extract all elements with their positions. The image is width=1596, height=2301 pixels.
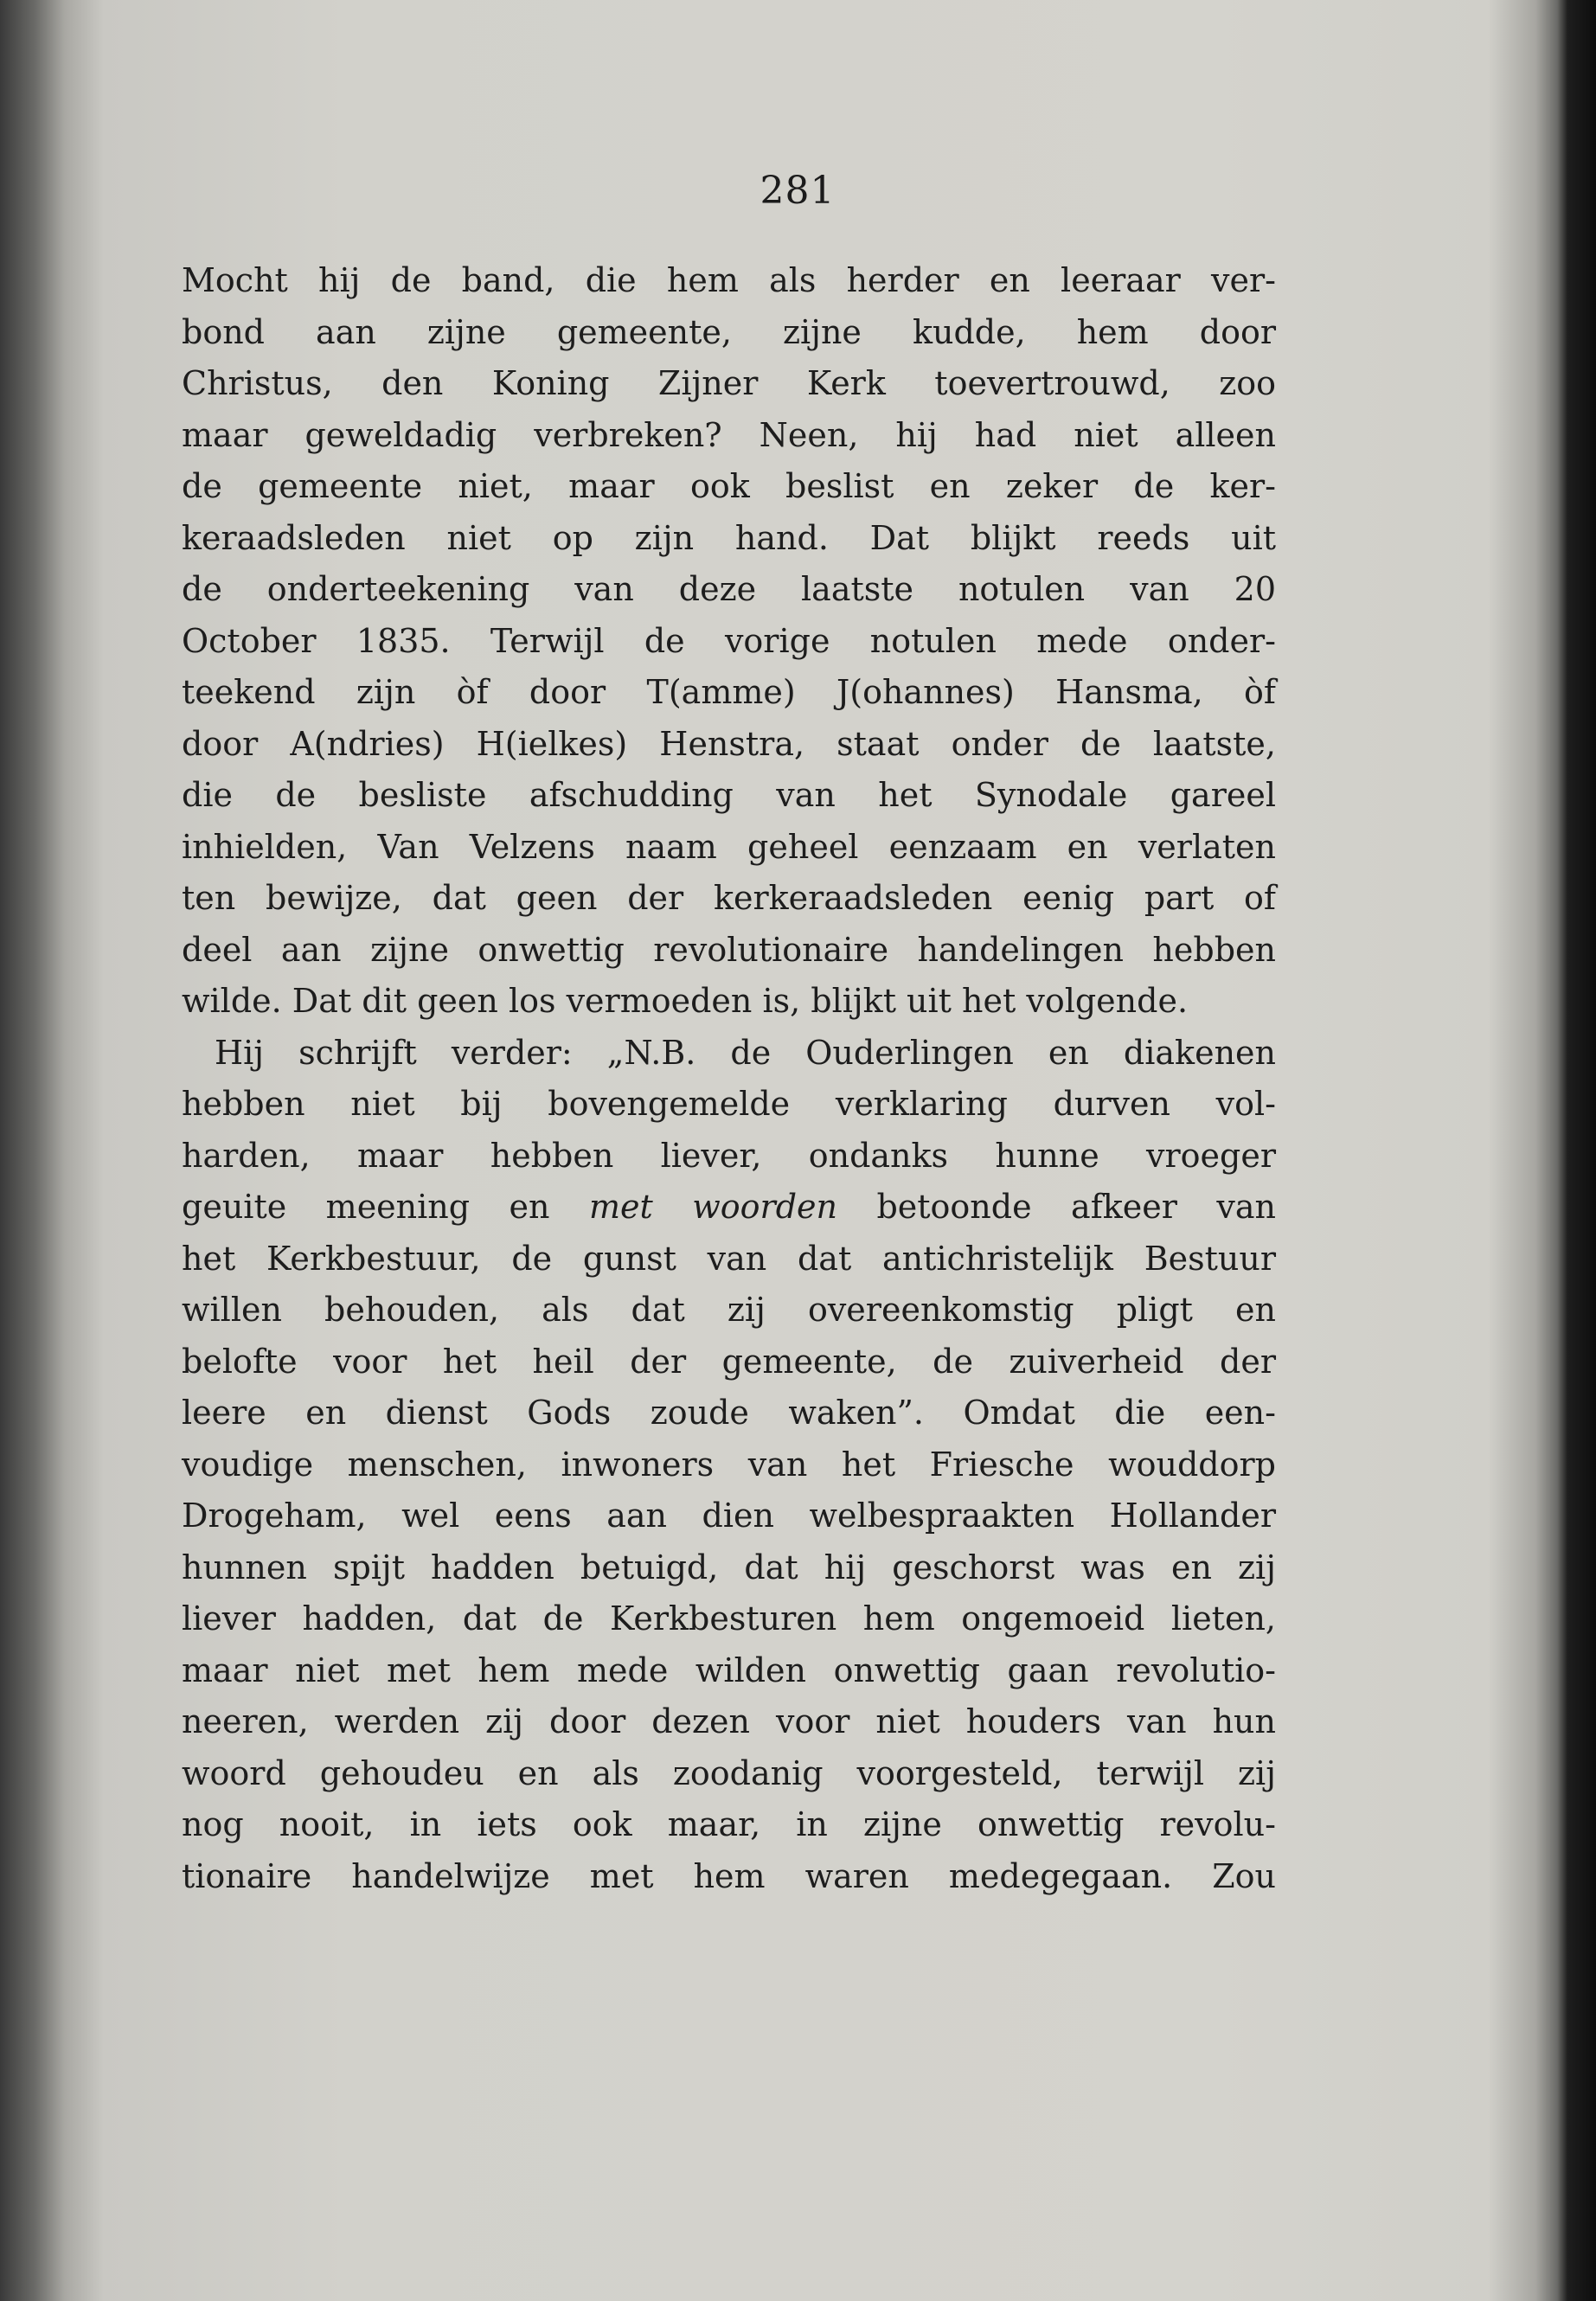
text-line: leere en dienst Gods zoude waken”. Omdat die een-	[182, 1394, 1276, 1432]
text-line: tionaire handelwijze met hem waren medegegaan. Zou	[182, 1856, 1276, 1895]
text-line-with-emphasis	[182, 1182, 1276, 1234]
body-text	[182, 255, 1276, 1902]
page-number: 281	[760, 169, 836, 213]
text-line: Drogeham, wel eens aan dien welbespraakten Hollander	[182, 1497, 1276, 1535]
text-line-paragraph-start: Hij schrijft verder: „N.B. de Ouderlingen en diakenen	[215, 1033, 1276, 1072]
text-line: Christus, den Koning Zijner Kerk toevertrouwd, zoo	[182, 364, 1276, 402]
text-line: die de besliste afschudding van het Synodale gareel	[182, 776, 1276, 814]
text-line: hunnen spijt hadden betuigd, dat hij geschorst was en zij	[182, 1548, 1276, 1586]
text-line: nog nooit, in iets ook maar, in zijne onwettig revolu-	[182, 1805, 1276, 1843]
text-line: belofte voor het heil der gemeente, de zuiverheid der	[182, 1342, 1276, 1381]
text-line: door A(ndries) H(ielkes) Henstra, staat onder de laatste,	[182, 724, 1276, 763]
text-line: teekend zijn òf door T(amme) J(ohannes) Hansma, òf	[182, 673, 1276, 711]
text-line: October 1835. Terwijl de vorige notulen mede onder-	[182, 621, 1276, 660]
italic-emphasis: met woorden	[589, 1188, 837, 1226]
text-line: inhielden, Van Velzens naam geheel eenzaam en verlaten	[182, 827, 1276, 866]
book-page	[54, 0, 1542, 2301]
text-line: woord gehoudeu en als zoodanig voorgesteld, terwijl zij	[182, 1753, 1276, 1792]
text-fragment: betoonde afkeer van	[837, 1188, 1277, 1226]
text-line: de gemeente niet, maar ook beslist en zeker de ker-	[182, 467, 1276, 505]
text-line: hebben niet bij bovengemelde verklaring durven vol-	[182, 1085, 1276, 1123]
text-line: maar niet met hem mede wilden onwettig gaan revolutio-	[182, 1650, 1276, 1689]
text-line: harden, maar hebben liever, ondanks hunne vroeger	[182, 1136, 1276, 1175]
text-line: deel aan zijne onwettig revolutionaire handelingen hebben	[182, 930, 1276, 969]
text-line: neeren, werden zij door dezen voor niet houders van hun	[182, 1702, 1276, 1740]
text-line: liever hadden, dat de Kerkbesturen hem ongemoeid lieten,	[182, 1599, 1276, 1638]
text-line: de onderteekening van deze laatste notulen van 20	[182, 570, 1276, 608]
text-line-paragraph-end: wilde. Dat dit geen los vermoeden is, blijkt uit het volgende.	[182, 982, 1189, 1020]
text-line: bond aan zijne gemeente, zijne kudde, hem door	[182, 312, 1276, 351]
text-fragment: geuite meening en	[182, 1188, 589, 1226]
text-line: Mocht hij de band, die hem als herder en leeraar ver-	[182, 261, 1276, 299]
text-line: maar geweldadig verbreken? Neen, hij had niet alleen	[182, 415, 1276, 454]
text-line: het Kerkbestuur, de gunst van dat antichristelijk Bestuur	[182, 1239, 1276, 1278]
text-line: ten bewijze, dat geen der kerkeraadsleden eenig part of	[182, 879, 1276, 917]
text-line: willen behouden, als dat zij overeenkomstig pligt en	[182, 1291, 1276, 1329]
text-line: keraadsleden niet op zijn hand. Dat blijkt reeds uit	[182, 518, 1276, 557]
text-line: voudige menschen, inwoners van het Friesche wouddorp	[182, 1445, 1276, 1484]
